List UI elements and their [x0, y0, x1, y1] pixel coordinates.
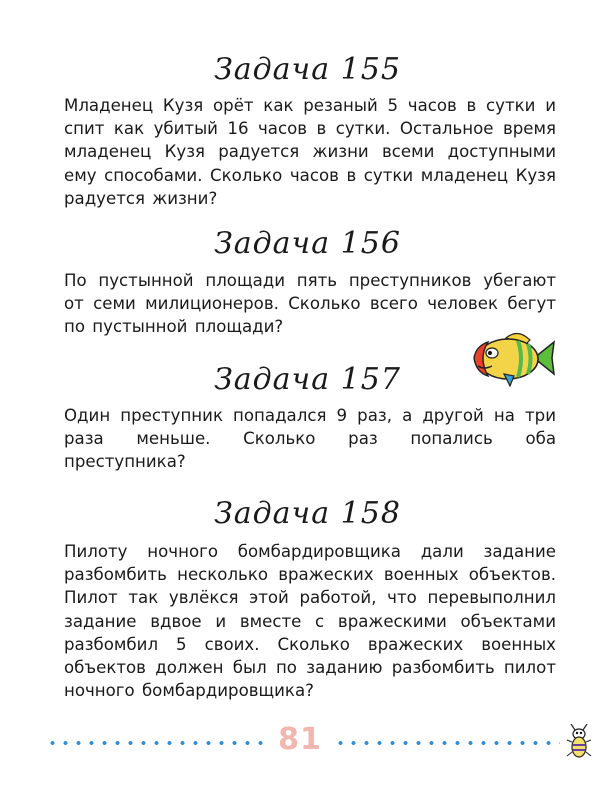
bug-illustration-icon	[566, 724, 592, 760]
problem-155-text: Младенец Кузя орёт как резаный 5 часов в сутки и спит как убитый 16 часов в сутки. Остальное время младенец Кузя радуется жизни всеми доступными ему способами. Сколько часов в сутки младенец Кузя радуется жизни?	[64, 96, 556, 208]
problem-157-title: Задача 157	[214, 362, 401, 397]
problem-156-text: По пустынной площади пять преступников убегают от семи милиционеров. Сколько всего человек бегут по пустынной площади?	[64, 271, 556, 337]
footer-dots-right	[334, 741, 560, 745]
page-number: 81	[278, 722, 322, 757]
problem-157-text: Один преступник попадался 9 раз, а другой на три раза меньше. Сколько раз попались оба преступника?	[64, 406, 556, 472]
footer-dots-left	[46, 741, 266, 745]
problem-158-title: Задача 158	[214, 496, 401, 531]
problem-155-title: Задача 155	[214, 52, 401, 87]
problem-156-title: Задача 156	[214, 226, 401, 261]
problem-158-text: Пилоту ночного бомбардировщика дали задание разбомбить несколько вражеских военных объектов. Пилот так увлёкся этой работой, что перевыполнил задание вдвое и вместе с вражескими объектами разбомбил 5 своих. Сколько вражеских военных объектов должен был по заданию разбомбить пилот ночного бомбардировщика?	[64, 542, 556, 701]
